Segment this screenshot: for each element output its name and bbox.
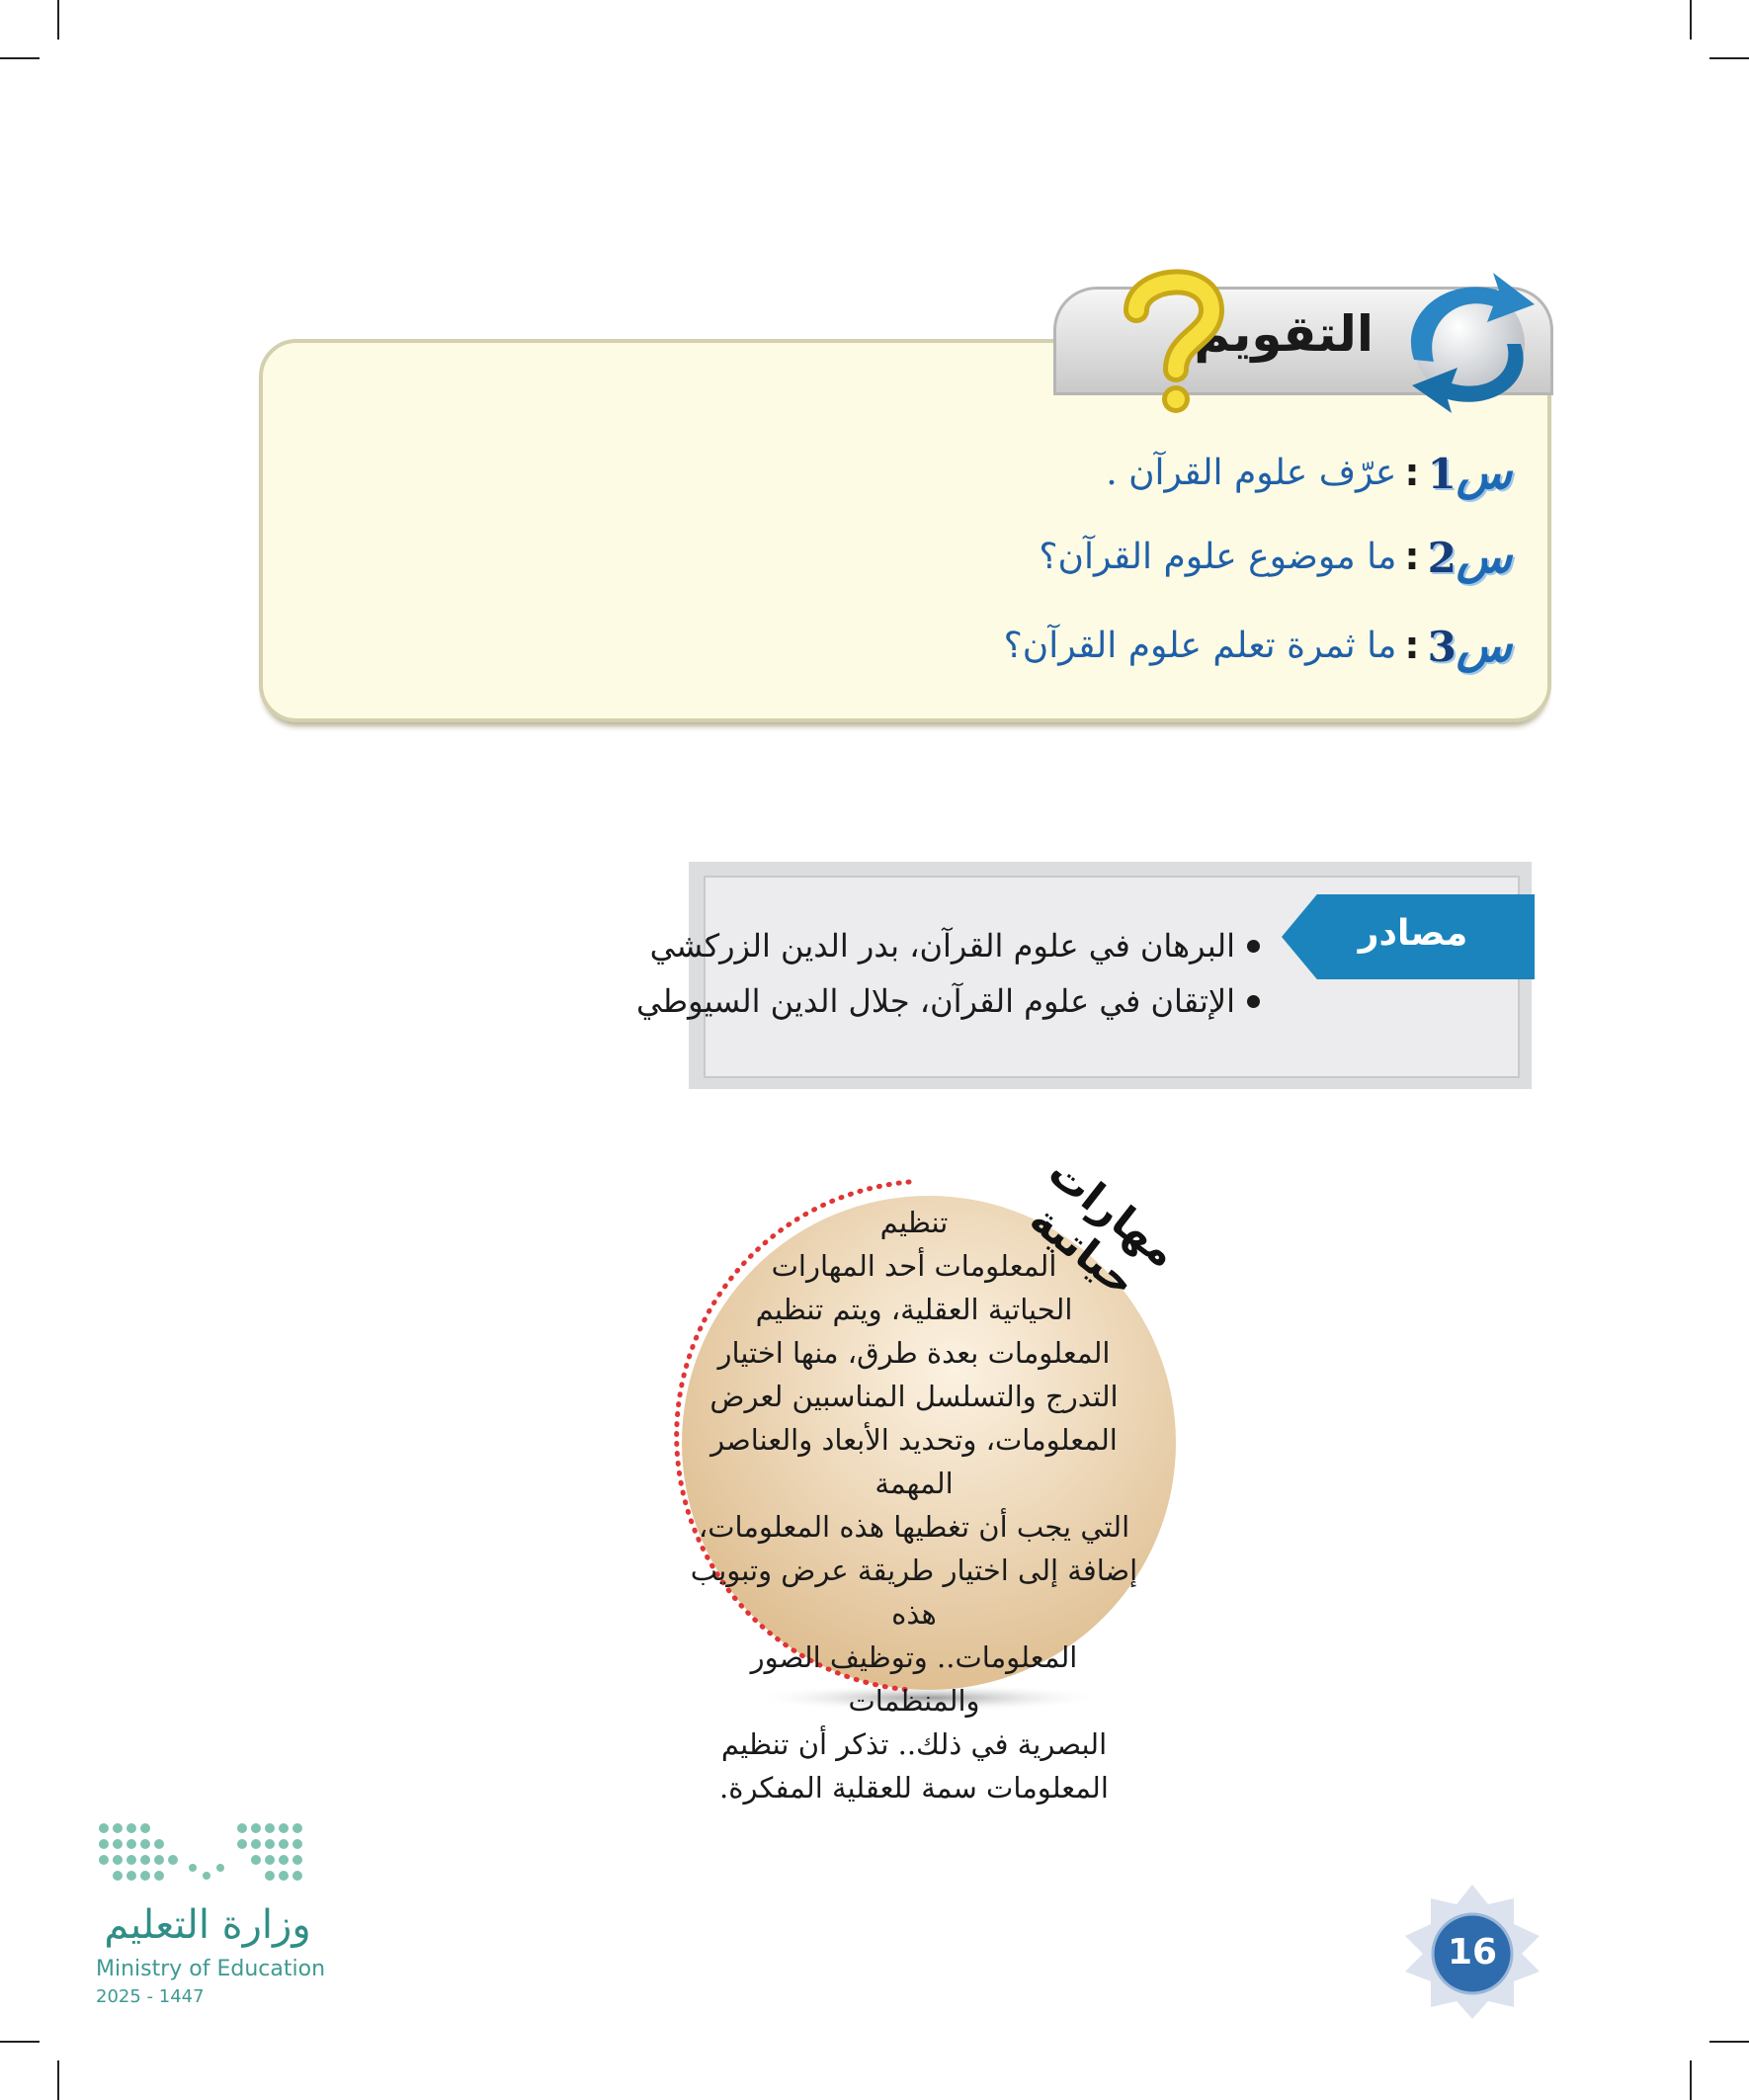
crop-mark xyxy=(57,0,59,40)
bullet-icon xyxy=(1247,995,1260,1008)
crop-mark xyxy=(1709,2041,1749,2043)
question-colon: : xyxy=(1404,535,1420,578)
page-number: 16 xyxy=(1447,1932,1498,1973)
refresh-globe-icon xyxy=(1388,265,1546,413)
life-skills-line: المعلومات بعدة طرق، منها اختيار xyxy=(717,1336,1111,1370)
life-skills-text xyxy=(682,1201,1146,1805)
source-item xyxy=(636,982,1260,1020)
question-colon: : xyxy=(1404,624,1420,667)
life-skills-line: التدرج والتسلسل المناسبين لعرض xyxy=(709,1380,1119,1413)
question-1 xyxy=(1106,443,1512,502)
life-skills-line: المعلومات سمة للعقلية المفكرة. xyxy=(719,1771,1109,1805)
question-badge: س3 xyxy=(1427,619,1512,672)
life-skills-line: التي يجب أن تغطيها هذه المعلومات، xyxy=(698,1510,1130,1544)
ministry-year: 2025 - 1447 xyxy=(96,1986,205,2007)
life-skills-title: مهارات حياتية xyxy=(1021,1147,1187,1307)
life-skills-line: الحياتية العقلية، ويتم تنظيم xyxy=(755,1293,1073,1326)
crop-mark xyxy=(1690,0,1692,40)
question-text: ما موضوع علوم القرآن؟ xyxy=(1039,536,1397,577)
crop-mark xyxy=(0,57,40,59)
crop-mark xyxy=(1709,57,1749,59)
ministry-logo-icon xyxy=(94,1818,311,1891)
crop-mark xyxy=(1690,2060,1692,2100)
life-skills-line: المعلومات.. وتوظيف الصور والمنظمات xyxy=(750,1640,1078,1718)
evaluation-title: التقويم xyxy=(1194,305,1374,363)
bullet-icon xyxy=(1247,940,1260,953)
question-colon: : xyxy=(1404,451,1420,494)
sources-title: مصادر xyxy=(1358,913,1468,954)
life-skills-line: المعلومات، وتحديد الأبعاد والعناصر المهمة xyxy=(710,1423,1118,1500)
ministry-name-arabic: وزارة التعليم xyxy=(104,1902,311,1948)
life-skills-line: إضافة إلى اختيار طريقة عرض وتبويب هذه xyxy=(690,1554,1138,1631)
question-text: ما ثمرة تعلم علوم القرآن؟ xyxy=(1003,625,1397,666)
crop-mark xyxy=(0,2041,40,2043)
question-mark-icon xyxy=(1115,259,1233,417)
source-item xyxy=(650,927,1260,965)
ministry-name-english: Ministry of Education xyxy=(96,1957,326,1981)
question-3 xyxy=(1004,616,1512,675)
life-skills-line: المعلومات أحد المهارات xyxy=(771,1249,1057,1283)
question-badge: س1 xyxy=(1427,446,1512,499)
question-text: عرّف علوم القرآن . xyxy=(1106,452,1397,493)
source-text: الإتقان في علوم القرآن، جلال الدين السيوطي xyxy=(635,982,1235,1020)
crop-mark xyxy=(57,2060,59,2100)
life-skills-line: البصرية في ذلك.. تذكر أن تنظيم xyxy=(720,1727,1108,1761)
question-2 xyxy=(1039,527,1512,586)
life-skills-line: تنظيم xyxy=(879,1206,949,1239)
source-text: البرهان في علوم القرآن، بدر الدين الزركشي xyxy=(649,927,1235,965)
question-badge: س2 xyxy=(1427,530,1512,583)
